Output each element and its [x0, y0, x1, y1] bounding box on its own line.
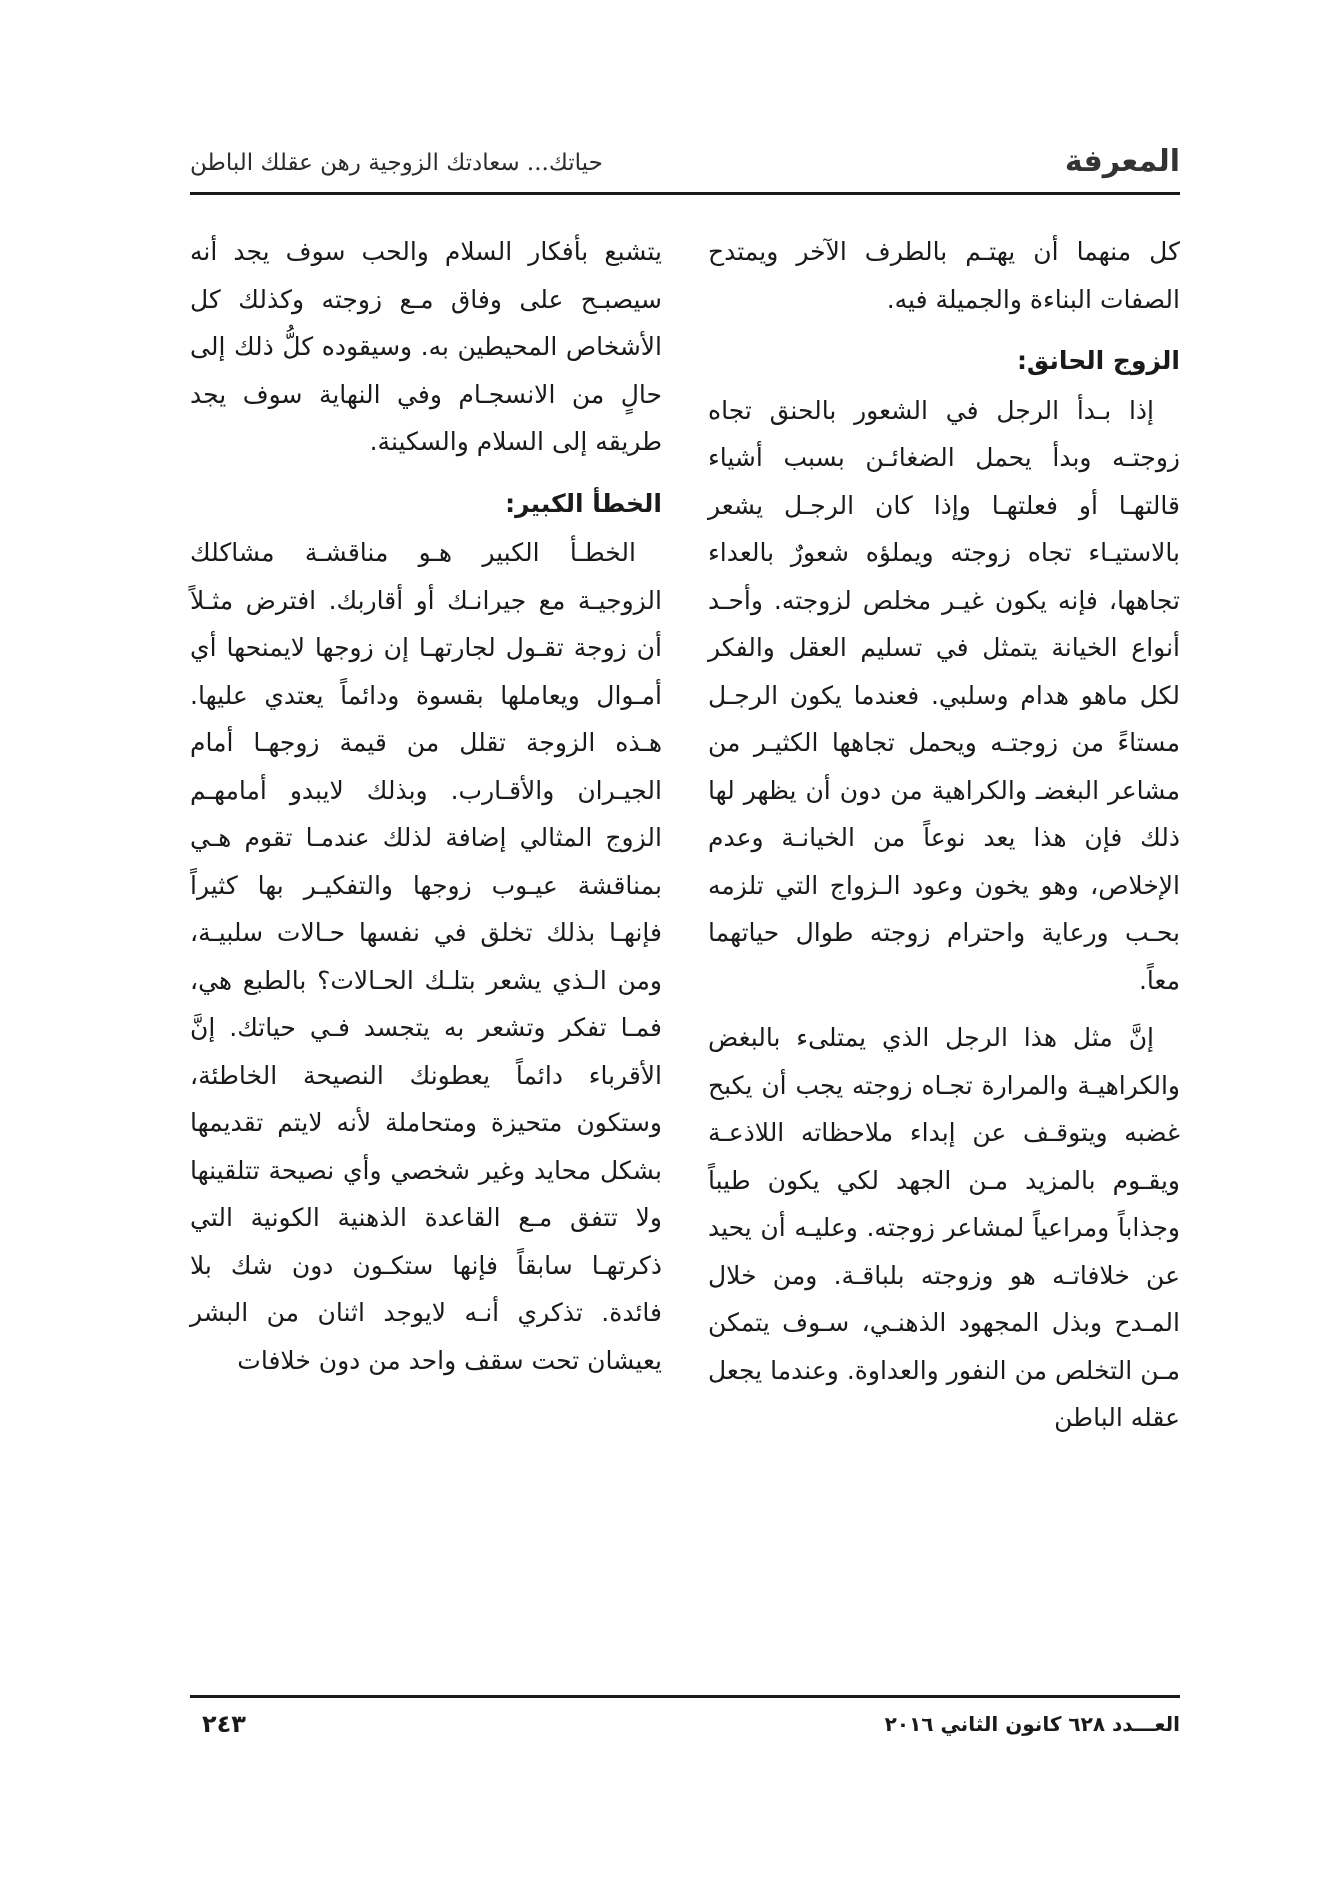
page-number: ٢٤٣: [202, 1710, 246, 1738]
paragraph: إذا بـدأ الرجل في الشعور بالحنق تجاه زوجتـه وبدأ يحمل الضغائـن بسبب أشياء قالتهـا أو فعلتهـا وإذا كان الرجـل يشعر بالاستيـاء تجاه زوجته ويملؤه شعورٌ بالعداء تجاهها، فإنه يكون غيـر مخلص لزوجته. وأحـد أنواع الخيانة يتمثل في تسليم العقل والفكر لكل ماهو هدام وسلبي. فعندما يكون الرجـل مستاءً من زوجتـه ويحمل تجاهها الكثيـر من مشاعر البغضـ والكراهية من دون أن يظهر لها ذلك فإن هذا يعد نوعاً من الخيانـة وعدم الإخلاص، وهو يخون وعود الـزواج التي تلزمه بحـب ورعاية واحترام زوجته طوال حياتهما معاً.: [708, 395, 1180, 995]
page-footer: [190, 1710, 1180, 1746]
section-heading: الخطأ الكبير:: [505, 488, 662, 518]
footer-rule: [190, 1695, 1180, 1698]
header-rule: [190, 192, 1180, 195]
paragraph: كل منهما أن يهتـم بالطرف الآخر ويمتدح الصفات البناءة والجميلة فيه.: [708, 237, 1180, 314]
paragraph: إنَّ مثل هذا الرجل الذي يمتلىء بالبغض والكراهيـة والمرارة تجـاه زوجته يجب أن يكبح غضبه ويتوقـف عن إبداء ملاحظاته اللاذعـة ويقـوم بالمزيد مـن الجهد لكي يكون طيباً وجذاباً ومراعياً لمشاعر زوجته. وعليـه أن يحيد عن خلافاتـه هو وزوجته بلباقـة. ومن خلال المـدح وبذل المجهود الذهنـي، سـوف يتمكن مـن التخلص من النفور والعداوة. وعندما يجعل عقله الباطن: [708, 1023, 1180, 1432]
paragraph: الخطـأ الكبير هـو مناقشـة مشاكلك الزوجيـة مع جيرانـك أو أقاربك. افترض مثـلاً أن زوجة تقـول لجارتهـا إن زوجها لايمنحها أي أمـوال ويعاملها بقسوة ودائماً يعتدي عليها. هـذه الزوجة تقلل من قيمة زوجهـا أمام الجيـران والأقـارب. وبذلك لايبدو أمامهـم الزوج المثالي إضافة لذلك عندمـا تقوم هـي بمناقشة عيـوب زوجها والتفكيـر بها كثيراً فإنهـا بذلك تخلق في نفسها حـالات سلبيـة، ومن الـذي يشعر بتلـك الحـالات؟ بالطبع هي، فمـا تفكر وتشعر به يتجسد فـي حياتك. إنَّ الأقرباء دائماً يعطونك النصيحة الخاطئة، وستكون متحيزة ومتحاملة لأنه لايتم تقديمها بشكل محايد وغير شخصي وأي نصيحة تتلقينها ولا تتفق مـع القاعدة الذهنية الكونية التي ذكرتهـا سابقاً فإنها ستكـون دون شك بلا فائدة. تذكري أنـه لايوجد اثنان من البشر يعيشان تحت سقف واحد من دون خلافات: [190, 538, 662, 1375]
issue-info: العـــدد ٦٢٨ كانون الثاني ٢٠١٦: [884, 1712, 1180, 1736]
section-heading: الزوج الحانق:: [1016, 346, 1180, 375]
paragraph: يتشبع بأفكار السلام والحب سوف يجد أنه سيصبـح على وفاق مـع زوجته وكذلك كل الأشخاص المحيطين به. وسيقوده كلُّ ذلك إلى حالٍ من الانسجـام وفي النهاية سوف يجد طريقه إلى السلام والسكينة.: [190, 237, 662, 456]
page-header: [190, 140, 1180, 186]
magazine-logo: المعرفة: [1064, 144, 1180, 179]
paragraph-gap: [708, 1004, 1180, 1014]
left-column: [190, 228, 662, 1384]
running-title: حياتك... سعادتك الزوجية رهن عقلك الباطن: [190, 150, 603, 176]
right-column: [708, 228, 1180, 1442]
